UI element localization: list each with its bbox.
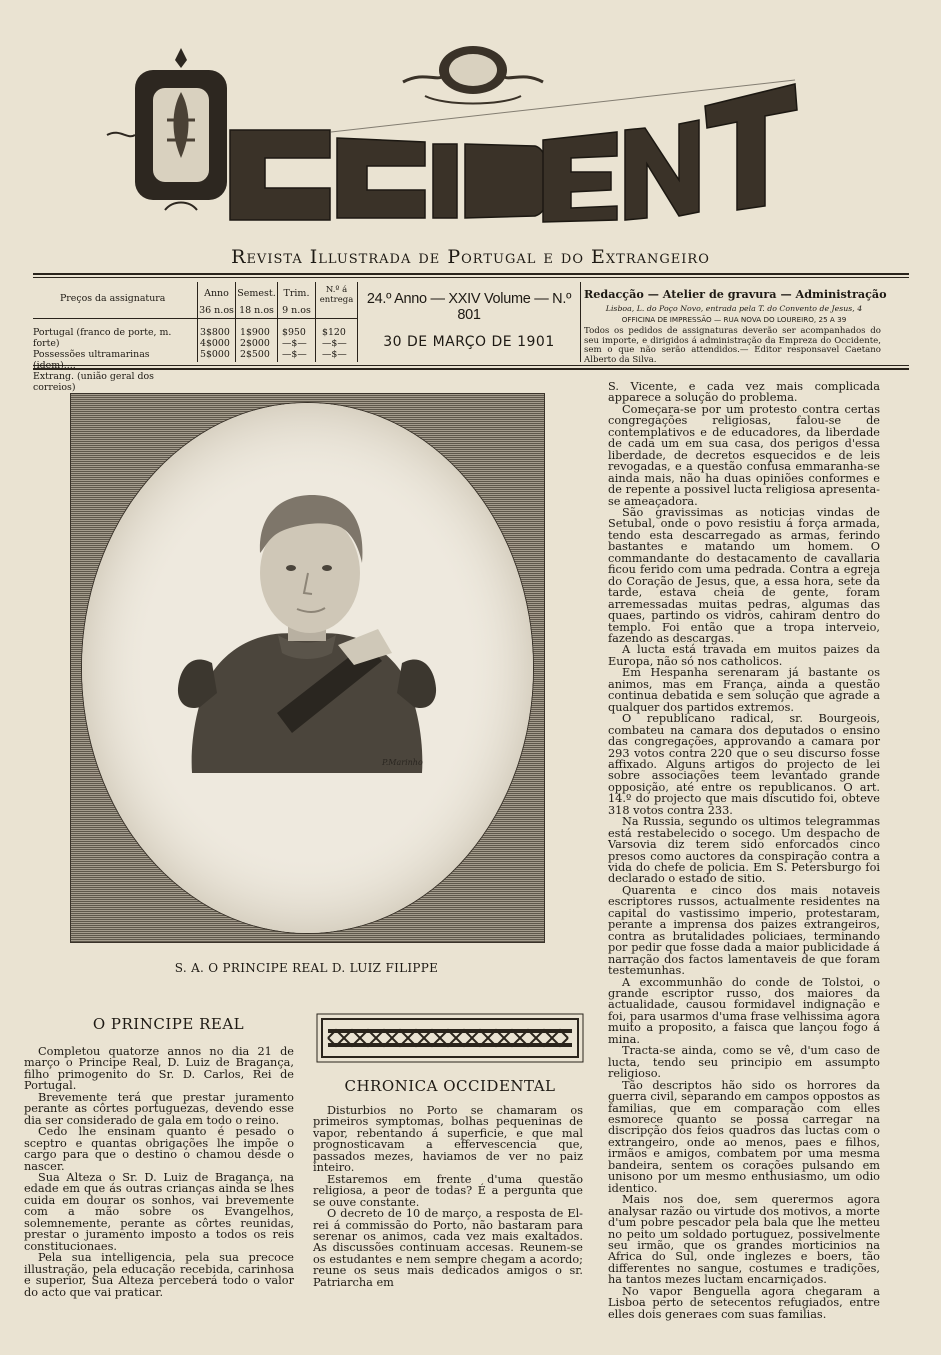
column3-paragraph: Na Russia, segundo os ultimos telegrammas está restabelecido o socego. Um despacho de Varsovia diz terem sido enforcados cinco presos como auctores da conspiração contra a vida do chefe de policia. Em S. Petersburgo foi declarado o estado de sitio. [608, 815, 880, 886]
portrait-frame [70, 393, 545, 943]
admin-printing: OFFICINA DE IMPRESSÃO — RUA NOVA DO LOUREIRO, 25 A 39 [621, 315, 847, 324]
price-values-anno [200, 327, 234, 360]
article1-body [24, 1046, 294, 1298]
issue-date: 30 DE MARÇO DE 1901 [383, 334, 555, 350]
column3-paragraph: Tão descriptos hão sido os horrores da guerra civil, separando em campos oppostos as familias, que em comparação com elles esmorece quanto se possa carregar na discripção dos feios quadros das luctas com o extrangeiro, onde ao menos, paes e filhos, irmãos e amigos, combatem por uma mesma bandeira, sentem os corações pulsando em unisono por um mesmo enthusiasmo, um odio identico. [608, 1078, 880, 1195]
price-col-bottom: 36 n.os [199, 305, 234, 316]
price-value: $120 [322, 327, 346, 338]
price-value: 3$800 [200, 327, 230, 338]
price-col-top: Semest. [237, 288, 276, 299]
price-col-top: Anno [204, 288, 229, 299]
price-value: —$— [322, 338, 347, 349]
column3-paragraph: São gravissimas as noticias vindas de Setubal, onde o povo resistiu á força armada, tendo esta descarregado as armas, ferindo bastantes e matando um homem. O commandante do destacamento de cavallaria ficou ferido com uma pedrada. Contra a egreja do Coração de Jesus, que, a essa hora, sete da tarde, estava cheia de gente, foram arremessadas muitas pedras, algumas das quaes, partindo os vidros, cahiram dentro do templo. Foi então que a tropa interveio, fazendo as descargas. [608, 505, 880, 645]
price-col-bottom: 9 n.os [282, 305, 311, 316]
column3-paragraph: S. Vicente, e cada vez mais complicada apparece a solução do problema. [608, 380, 880, 405]
price-row-label: Possessões ultramarinas (idem).... [33, 349, 150, 371]
article1-paragraph: Brevemente terá que prestar juramento perante as côrtes portuguezas, devendo esse dia ser considerado de gala em todo o reino. [24, 1090, 294, 1127]
article1-paragraph: Sua Alteza o Sr. D. Luiz de Bragança, na edade em que ás outras crianças ainda se lhes cuida em dourar os sonhos, vai brevemente com a mão sobre os Evangelhos, solemnemente, perante as côrtes reunidas, prestar o juramento imposto a todos os reis constitucionaes. [24, 1170, 294, 1253]
price-col-header [278, 288, 315, 316]
article2-paragraph: O decreto de 10 de março, a resposta de El-rei á commissão do Porto, não bastaram para serenar os animos, cada vez mais exaltados. As discussões continuam accesas. Reunem-se os estudantes e nem sempre chegam a acordo; reune os seus mais dedicados amigos o sr. Patriarcha em [313, 1207, 583, 1289]
column3-paragraph: A excommunhão do conde de Tolstoi, o grande escriptor russo, dos maiores da actualidade, causou formidavel indignação e foi, para usarmos d'uma frase velhissima agora muito a proposito, a faisca que lançou fogo á mina. [608, 975, 880, 1046]
article1-paragraph: Cedo lhe ensinam quanto é pesado o sceptro e quantas obrigações lhe impõe o cargo para que o destino o chamou desde o nascer. [24, 1125, 294, 1173]
header-rule-top-thin [33, 277, 909, 278]
table-divider [580, 282, 581, 362]
price-value: 4$000 [200, 338, 230, 349]
price-value: 2$500 [240, 349, 270, 360]
price-col-header [198, 288, 235, 316]
price-row-label: Extrang. (união geral dos correios) [33, 371, 154, 393]
column3-paragraph: Quarenta e cinco dos mais notaveis escriptores russos, actualmente residentes na capital do vastissimo imperio, protestaram, perante a imprensa dos paizes extrangeiros, contra as brutalidades policiaes, terminando por pedir que fosse dada a maior publicidade á narração dos factos lamentaveis de que foram testemunhas. [608, 883, 880, 978]
portrait-oval [81, 402, 534, 934]
article2-body [313, 1105, 583, 1288]
price-row-labels [33, 327, 195, 393]
column3-body [608, 381, 880, 1320]
price-value: 2$000 [240, 338, 270, 349]
article1-title: O PRINCIPE REAL [92, 1015, 245, 1033]
prices-label: Preços da assignatura [60, 293, 166, 304]
table-row-rule [33, 318, 357, 319]
price-values-trim [282, 327, 314, 360]
ornamental-border [316, 1013, 584, 1063]
price-col-top: Trim. [283, 288, 310, 299]
column3-paragraph: Em Hespanha serenaram já bastante os animos, mas em França, ainda a questão continua debatida e sem solução que agrade a qualquer dos partidos extremos. [608, 666, 880, 714]
portrait-image [82, 403, 533, 933]
price-values-entrega [322, 327, 356, 360]
admin-address: Lisboa, L. do Poço Novo, entrada pela T. do Convento de Jesus, 4 [605, 304, 863, 313]
price-col-header: N.º á entrega [319, 285, 354, 305]
masthead-subtitle: Revista Illustrada de Portugal e do Extrangeiro [231, 246, 710, 268]
price-value: 5$000 [200, 349, 230, 360]
price-col-bottom: 18 n.os [239, 305, 274, 316]
table-divider [357, 282, 358, 362]
header-rule-top [33, 273, 909, 275]
admin-heading: Redacção — Atelier de gravura — Administração [584, 287, 887, 301]
price-value: $950 [282, 327, 306, 338]
masthead [105, 40, 805, 230]
column3-paragraph: No vapor Benguella agora chegaram a Lisboa perto de setecentos refugiados, entre elles dois generaes com suas familias. [608, 1284, 880, 1321]
portrait-signature: P.Marinho [382, 758, 423, 767]
price-value: —$— [282, 349, 307, 360]
column3-paragraph: O republicano radical, sr. Bourgeois, combateu na camara dos deputados o ensino das congregações, approvando a camara por 293 votos contra 220 que o seu discurso fosse affixado. Alguns artigos do projecto de lei sobre associações teem levantado grande opposição, até entre os republicanos. O art. 14.º do projecto que mais discutido foi, obteve 318 votos contra 233. [608, 712, 880, 817]
admin-note: Todos os pedidos de assignaturas deverão ser acompanhados do seu importe, e dirigidos á administração da Empreza do Occidente, sem o que não serão attendidos.— Editor responsavel Caetano Alberto da Silva. [584, 326, 881, 365]
portrait-caption: S. A. O PRINCIPE REAL D. LUIZ FILIPPE [174, 961, 439, 975]
column3-paragraph: A lucta está travada em muitos paizes da Europa, não só nos catholicos. [608, 643, 880, 668]
price-value: —$— [322, 349, 347, 360]
column3-paragraph: Mais nos doe, sem querermos agora analysar razão ou virtude dos motivos, a morte d'um pobre pescador pela bala que lhe metteu no peito um soldado portuguez, possivelmente seu irmão, que os grandes morticinios na Africa do Sul, onde inglezes e boers, tão differentes no sangue, costumes e tradições, ha tantos mezes luctam encarniçados. [608, 1193, 880, 1287]
article2-paragraph: Estaremos em frente d'uma questão religiosa, a peor de todas? É a pergunta que se ouve constante. [313, 1172, 583, 1209]
article1-paragraph: Pela sua intelligencia, pela sua precoce illustração, pela educação recebida, carinhosa e superior, Sua Alteza perceberá todo o valor do acto que vai praticar. [24, 1251, 294, 1299]
article2-paragraph: Disturbios no Porto se chamaram os primeiros symptomas, bolhas pequeninas de vapor, rebentando á superficie, e que mal prognosticavam a effervescencia que, passados mezes, haviamos de ver no paiz inteiro. [313, 1104, 583, 1175]
article2-title: CHRONICA OCCIDENTAL [344, 1077, 556, 1095]
issue-volume: 24.º Anno — XXIV Volume — N.º 801 [366, 291, 572, 323]
price-values-semest [240, 327, 276, 360]
column3-paragraph: Começara-se por um protesto contra certas congregações religiosas, falou-se de contemplativos e de educadores, da liberdade de cada um em sua casa, dos perigos d'essa liberdade, de decretos esquecidos e de leis revogadas, e a questão confusa emmaranha-se ainda mais, não ha duas opiniões conformes e de repente a possivel lucta religiosa apresenta-se ameaçadora. [608, 402, 880, 508]
column3-paragraph: Tracta-se ainda, como se vê, d'um caso de lucta, tendo seu principio em assumpto religioso. [608, 1044, 880, 1081]
price-col-header [236, 288, 277, 316]
price-row-label: Portugal (franco de porte, m. forte) [33, 327, 172, 349]
price-value: —$— [282, 338, 307, 349]
price-value: 1$900 [240, 327, 270, 338]
masthead-logo [105, 40, 805, 230]
article1-paragraph: Completou quatorze annos no dia 21 de março o Principe Real, D. Luiz de Bragança, filho primogenito do Sr. D. Carlos, Rei de Portugal. [24, 1045, 294, 1093]
